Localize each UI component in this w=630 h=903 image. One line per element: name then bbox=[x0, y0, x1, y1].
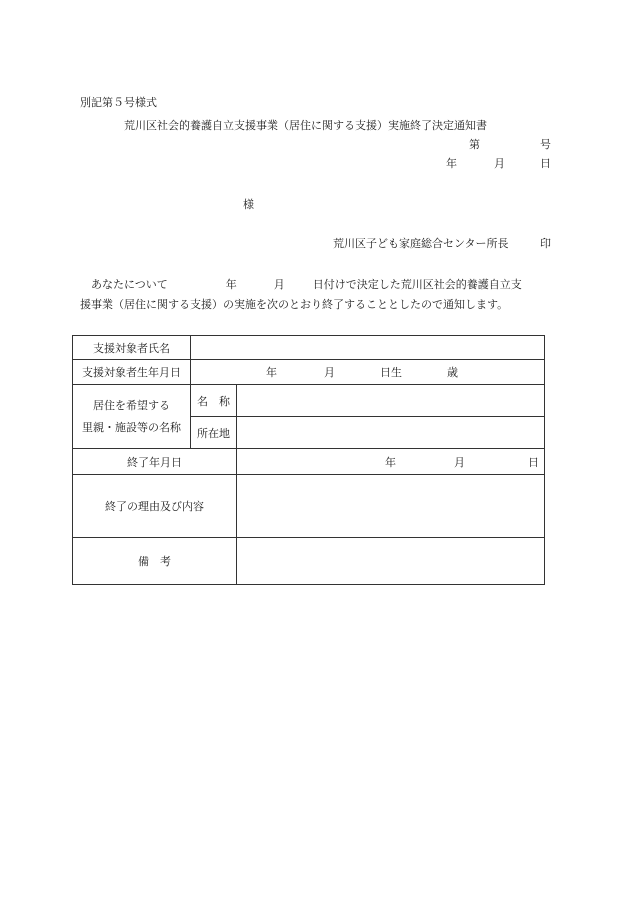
end-day: 日 bbox=[528, 455, 539, 469]
body-month: 月 bbox=[273, 278, 285, 291]
facility-name-label: 名 称 bbox=[191, 385, 237, 417]
body-text-b: 日付けで決定した荒川区社会的養護自立支 bbox=[312, 278, 522, 291]
dob-label: 支援対象者生年月日 bbox=[73, 360, 191, 385]
reason-value-cell[interactable] bbox=[237, 475, 545, 538]
issuer-name: 荒川区子ども家庭総合センター所長 bbox=[333, 237, 509, 250]
termination-form-table bbox=[72, 335, 545, 585]
remarks-label: 備 考 bbox=[73, 538, 237, 585]
end-date-label: 終了年月日 bbox=[73, 449, 237, 475]
name-label: 支援対象者氏名 bbox=[73, 336, 191, 360]
form-id: 別記第５号様式 bbox=[80, 96, 157, 109]
document-title: 荒川区社会的養護自立支援事業（居住に関する支援）実施終了決定通知書 bbox=[124, 119, 487, 132]
dob-value-cell[interactable] bbox=[191, 360, 545, 385]
table-row bbox=[73, 385, 545, 417]
facility-name-value-cell[interactable] bbox=[237, 385, 545, 417]
body-paragraph bbox=[80, 275, 560, 315]
date-year: 年 bbox=[446, 157, 457, 170]
facility-label-line-1: 居住を希望する bbox=[93, 398, 170, 412]
name-value-cell[interactable] bbox=[191, 336, 545, 360]
dob-age: 歳 bbox=[447, 366, 458, 379]
table-row bbox=[73, 538, 545, 585]
facility-label bbox=[73, 385, 191, 449]
doc-number-prefix: 第 bbox=[469, 138, 480, 151]
table-row bbox=[73, 360, 545, 385]
body-year: 年 bbox=[225, 278, 237, 291]
issuer-seal: 印 bbox=[540, 237, 551, 250]
date-day: 日 bbox=[540, 157, 551, 170]
end-year: 年 bbox=[385, 455, 396, 469]
remarks-value-cell[interactable] bbox=[237, 538, 545, 585]
facility-label-line-2: 里親・施設等の名称 bbox=[82, 420, 181, 434]
body-line-1 bbox=[80, 275, 560, 295]
table-row bbox=[73, 336, 545, 360]
date-month: 月 bbox=[494, 157, 505, 170]
dob-year: 年 bbox=[266, 366, 277, 379]
table-row bbox=[73, 449, 545, 475]
body-text-a: あなたについて bbox=[91, 278, 168, 291]
end-date-value-cell[interactable] bbox=[237, 449, 545, 475]
body-line-2: 援事業（居住に関する支援）の実施を次のとおり終了することとしたので通知します。 bbox=[80, 298, 509, 311]
facility-address-label: 所在地 bbox=[191, 417, 237, 449]
addressee-suffix: 様 bbox=[243, 198, 254, 211]
dob-day: 日生 bbox=[380, 366, 402, 379]
table-row bbox=[73, 475, 545, 538]
facility-address-value-cell[interactable] bbox=[237, 417, 545, 449]
doc-number-suffix: 号 bbox=[540, 138, 551, 151]
dob-month: 月 bbox=[324, 366, 335, 379]
end-month: 月 bbox=[454, 455, 465, 469]
reason-label: 終了の理由及び内容 bbox=[73, 475, 237, 538]
